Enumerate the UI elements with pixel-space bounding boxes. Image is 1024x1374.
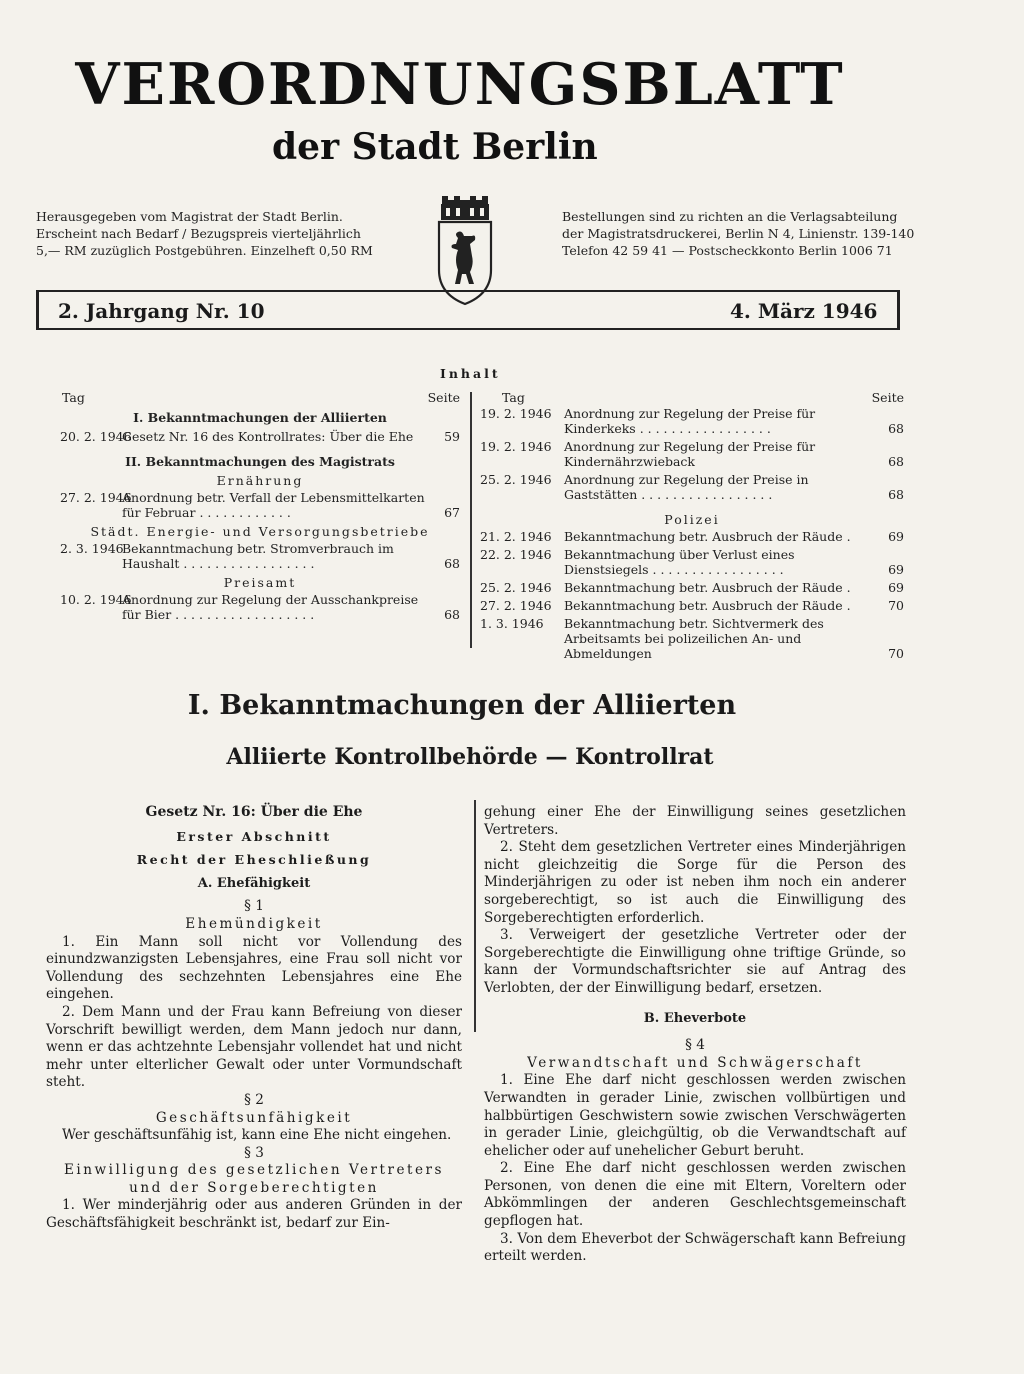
body-column-left [46, 804, 462, 1233]
law-text: gehung einer Ehe der Einwilligung seines gesetzlichen Vertreters. [484, 804, 906, 838]
toc-divider [470, 392, 472, 648]
toc-entry[interactable]: 19. 2. 1946 Anordnung zur Regelung der Preise für Kindernährzwieback 68 [480, 439, 904, 469]
toc-subsection: Ernährung [216, 473, 304, 488]
paragraph-number: § 1 [244, 898, 264, 915]
masthead-subtitle: der Stadt Berlin [272, 126, 598, 168]
law-text: 1. Ein Mann soll nicht vor Vollendung des einundzwanzigsten Lebensjahres, eine Frau soll nicht vor Vollendung des sechzehnten Lebensjahres eine Ehe eingehen. [46, 933, 462, 1003]
toc-entry[interactable]: 10. 2. 1946 Anordnung zur Regelung der Ausschankpreise für Bier . . . . . . . . . . . . . . . . . . 68 [60, 592, 460, 622]
subsection-heading: B. Eheverbote [643, 1010, 747, 1026]
toc-section: II. Bekanntmachungen des Magistrats [125, 454, 395, 469]
issue-date: 4. März 1946 [730, 299, 878, 323]
toc-col-seite: Seite [427, 390, 460, 405]
subsection-heading: A. Ehefähigkeit [197, 875, 311, 891]
toc-subsection: Polizei [664, 512, 720, 527]
toc-entry[interactable]: 1. 3. 1946 Bekanntmachung betr. Sichtvermerk des Arbeitsamts bei polizeilichen An- und Abmeldungen 70 [480, 616, 904, 661]
law-part: Erster Abschnitt [176, 828, 332, 844]
toc-left-column [60, 390, 460, 625]
law-text: 2. Eine Ehe darf nicht geschlossen werden zwischen Personen, von denen die eine mit Eltern, Voreltern oder Abkömmlingen der anderen Geschlechtsgemeinschaft gepflogen hat. [484, 1160, 906, 1230]
toc-entry[interactable]: 27. 2. 1946 Anordnung betr. Verfall der Lebensmittelkarten für Februar . . . . . . . . . . . . 67 [60, 490, 460, 520]
toc-subsection: Preisamt [223, 575, 297, 590]
paragraph-number: § 3 [244, 1144, 264, 1161]
law-title: Gesetz Nr. 16: Über die Ehe [145, 804, 363, 820]
law-text: 2. Dem Mann und der Frau kann Befreiung von dieser Vorschrift bewilligt werden, dem Mann jedoch nur dann, wenn er das achtzehnte Lebensjahr vollendet hat und nicht mehr unter elterlicher Gewalt oder unter Vormundschaft steht. [46, 1003, 462, 1091]
publisher-info-right [562, 208, 914, 259]
toc-entry[interactable]: 2. 3. 1946 Bekanntmachung betr. Stromverbrauch im Haushalt . . . . . . . . . . . . . . . . . 68 [60, 541, 460, 571]
paragraph-title: Einwilligung des gesetzlichen Vertreters und der Sorgeberechtigten [63, 1162, 444, 1196]
toc-section: I. Bekanntmachungen der Alliierten [133, 410, 387, 425]
publisher-line: der Magistratsdruckerei, Berlin N 4, Linienstr. 139-140 [562, 226, 915, 241]
toc-entry[interactable]: 27. 2. 1946 Bekanntmachung betr. Ausbruch der Räude . 70 [480, 598, 904, 613]
publisher-info-left [36, 208, 373, 259]
toc-col-seite: Seite [871, 390, 904, 405]
toc-entry[interactable]: 19. 2. 1946 Anordnung zur Regelung der Preise für Kinderkeks . . . . . . . . . . . . . . . . . 68 [480, 406, 904, 436]
toc-entry[interactable]: 25. 2. 1946 Bekanntmachung betr. Ausbruch der Räude . 69 [480, 580, 904, 595]
law-text: 3. Von dem Eheverbot der Schwägerschaft kann Befreiung erteilt werden. [484, 1230, 906, 1265]
column-divider [474, 800, 476, 1032]
section-subheadline: Alliierte Kontrollbehörde — Kontrollrat [226, 744, 714, 770]
toc-right-column [480, 390, 904, 664]
toc-col-tag: Tag [62, 390, 85, 405]
toc-entry[interactable]: 21. 2. 1946 Bekanntmachung betr. Ausbruch der Räude . 69 [480, 529, 904, 544]
law-text: 2. Steht dem gesetzlichen Vertreter eines Minderjährigen nicht gleichzeitig die Sorge für die Person des Minderjährigen zu oder ist neben ihm noch ein anderer sorgeberechtigt, so ist auch die Einwilligung des Sorgeberechtigten erforderlich. [484, 839, 906, 926]
toc-col-tag: Tag [502, 390, 525, 405]
publisher-line: 5,— RM zuzüglich Postgebühren. Einzelheft 0,50 RM [36, 243, 373, 258]
toc-entry[interactable]: 22. 2. 1946 Bekanntmachung über Verlust eines Dienstsiegels . . . . . . . . . . . . . . . . . 69 [480, 547, 904, 577]
toc-entry[interactable]: 25. 2. 1946 Anordnung zur Regelung der Preise in Gaststätten . . . . . . . . . . . . . . . . . 68 [480, 472, 904, 502]
law-text: Wer geschäftsunfähig ist, kann eine Ehe nicht eingehen. [62, 1127, 452, 1144]
publisher-line: Herausgegeben vom Magistrat der Stadt Berlin. [36, 209, 343, 224]
paragraph-title: Ehemündigkeit [185, 915, 323, 932]
body-column-right [484, 804, 906, 1266]
law-text: 1. Wer minderjährig oder aus anderen Gründen in der Geschäftsfähigkeit beschränkt ist, bedarf zur Ein- [46, 1197, 462, 1232]
paragraph-number: § 2 [244, 1091, 264, 1108]
law-part-title: Recht der Eheschließung [136, 852, 372, 868]
issue-number: 2. Jahrgang Nr. 10 [58, 299, 265, 323]
publisher-line: Bestellungen sind zu richten an die Verlagsabteilung [562, 209, 898, 224]
section-headline: I. Bekanntmachungen der Alliierten [187, 690, 737, 721]
toc-entry[interactable]: 20. 2. 1946 Gesetz Nr. 16 des Kontrollrates: Über die Ehe 59 [60, 429, 460, 444]
law-text: 3. Verweigert der gesetzliche Vertreter oder der Sorgeberechtigte die Einwilligung ohne triftige Gründe, so kann der Vormundschaftsrichter sie auf Antrag des Verlobten, der der Einwilligung bedarf, ersetzen. [484, 927, 906, 996]
toc-heading: Inhalt [440, 366, 501, 381]
paragraph-number: § 4 [685, 1037, 705, 1054]
toc-subsection: Städt. Energie- und Versorgungsbetriebe [90, 524, 430, 539]
masthead-title: VERORDNUNGSBLATT [75, 51, 845, 118]
paragraph-title: Verwandtschaft und Schwägerschaft [527, 1054, 863, 1071]
publisher-line: Erscheint nach Bedarf / Bezugspreis vierteljährlich [36, 226, 361, 241]
paragraph-title: Geschäftsunfähigkeit [155, 1109, 353, 1126]
publisher-line: Telefon 42 59 41 — Postscheckkonto Berlin 1006 71 [562, 243, 893, 258]
law-text: 1. Eine Ehe darf nicht geschlossen werden zwischen Verwandten in gerader Linie, zwischen vollbürtigen und halbbürtigen Geschwistern sowie zwischen Verschwägerten in gerader Linie, gleichgültig, ob die Verwandtschaft auf ehelicher oder auf unehelicher Geburt beruht. [484, 1072, 906, 1159]
